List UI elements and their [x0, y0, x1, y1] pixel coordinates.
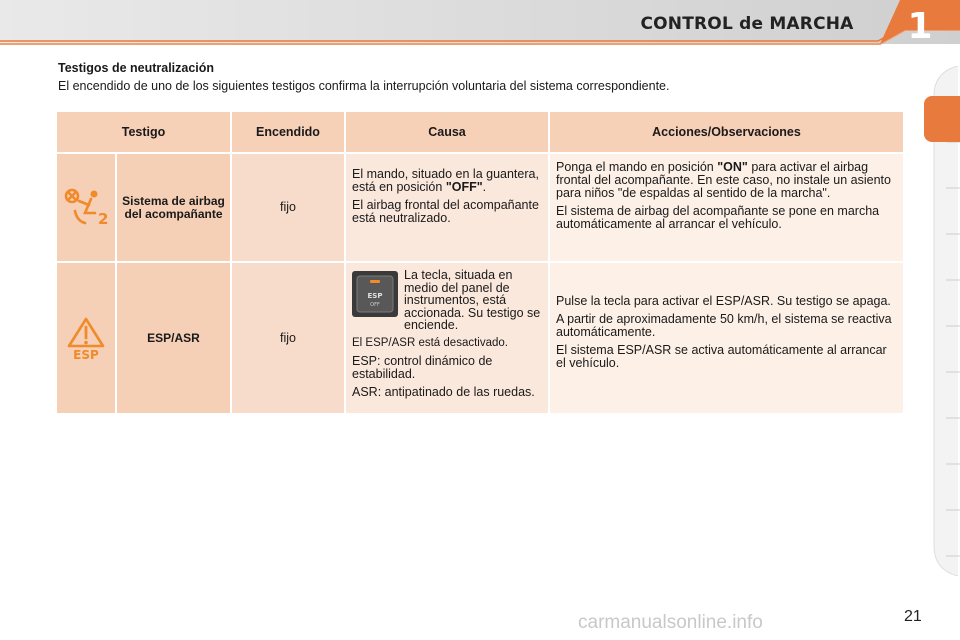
- table-header-acciones: Acciones/Observaciones: [550, 112, 903, 152]
- section-intro: El encendido de uno de los siguientes testigos confirma la interrupción voluntaria del sistema correspondiente.: [58, 79, 670, 93]
- svg-text:2: 2: [98, 209, 109, 228]
- row-2-cause-p1: La tecla, situada en medio del panel de instrumentos, está accionada. Su testigo se enciende.: [404, 268, 541, 332]
- row-1-action-p2: El sistema de airbag del acompañante se pone en marcha automáticamente al arrancar el vehículo.: [556, 204, 880, 231]
- svg-text:OFF: OFF: [370, 302, 380, 308]
- svg-text:ESP: ESP: [367, 292, 383, 300]
- row-2-cause-top: [352, 269, 544, 332]
- watermark: carmanualsonline.info: [578, 612, 763, 633]
- header-band: [0, 0, 960, 52]
- table-row-2-icon-cell: [57, 263, 115, 413]
- table-row-1-name: Sistema de airbag del acompañante: [117, 154, 230, 261]
- table-row-2-cause: [346, 263, 548, 413]
- table-header-causa: Causa: [346, 112, 548, 152]
- row-2-cause-p2: El ESP/ASR está desactivado.: [352, 336, 508, 349]
- section-title: Testigos de neutralización: [58, 61, 215, 75]
- table-row-2-state: fijo: [232, 263, 344, 413]
- row-2-action-p2: A partir de aproximadamente 50 km/h, el sistema se reactiva automáticamente.: [556, 312, 892, 339]
- table-row-2-name: ESP/ASR: [117, 263, 230, 413]
- row-2-cause-p4: ASR: antipatinado de las ruedas.: [352, 384, 535, 399]
- row-2-action-p3: El sistema ESP/ASR se activa automáticamente al arrancar el vehículo.: [556, 343, 887, 370]
- row-1-action-p1: Ponga el mando en posición "ON" para activar el airbag frontal del acompañante. En este caso, no instale un asiento para niños "de espaldas al sentido de la marcha".: [556, 160, 891, 200]
- row-1-cause-p1: El mando, situado en la guantera, está en posición "OFF".: [352, 167, 539, 194]
- chapter-tab-active[interactable]: [924, 96, 960, 142]
- chapter-number: 1: [907, 6, 933, 47]
- svg-text:ESP: ESP: [73, 348, 99, 360]
- chapter-tabs: [928, 66, 960, 576]
- row-1-cause-p2: El airbag frontal del acompañante está neutralizado.: [352, 198, 539, 225]
- table-row-1-actions: [550, 154, 903, 261]
- page-number: 21: [904, 608, 922, 625]
- esp-off-button-icon: [352, 271, 398, 317]
- table-row-1-icon-cell: [57, 154, 115, 261]
- row-2-action-p1: Pulse la tecla para activar el ESP/ASR. Su testigo se apaga.: [556, 294, 891, 308]
- table-row-1-cause: [346, 154, 548, 261]
- airbag-passenger-off-icon: [63, 187, 109, 229]
- row-2-cause-p3: ESP: control dinámico de estabilidad.: [352, 353, 493, 381]
- table-row-1-state: fijo: [232, 154, 344, 261]
- esp-warning-icon: [66, 316, 106, 360]
- table-header-testigo: Testigo: [57, 112, 230, 152]
- page-title: CONTROL de MARCHA: [640, 14, 854, 34]
- table-row-2-actions: [550, 263, 903, 413]
- table-header-encendido: Encendido: [232, 112, 344, 152]
